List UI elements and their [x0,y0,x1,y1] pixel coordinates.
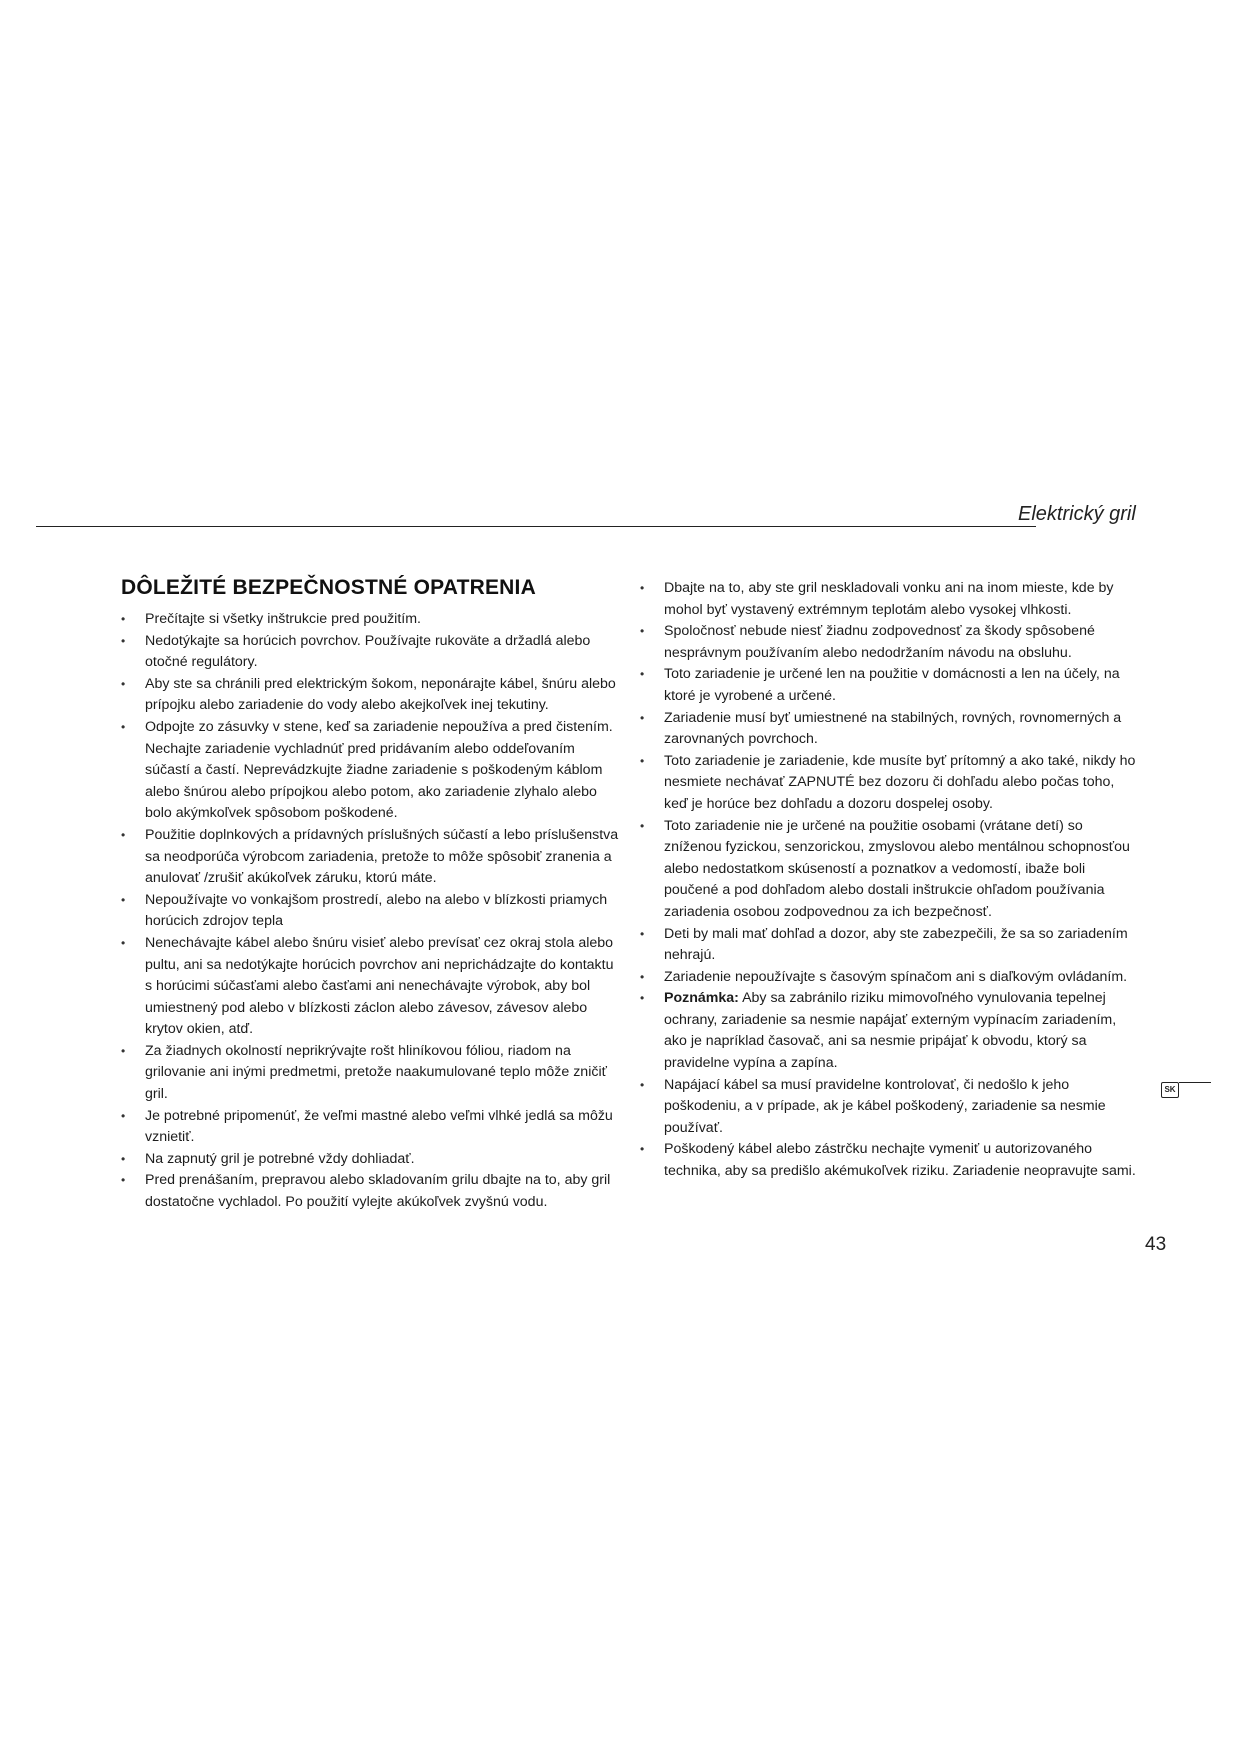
list-item: • Pred prenášaním, prepravou alebo skladovaním grilu dbajte na to, aby gril dostatočne vychladol. Po použití vylejte akúkoľvek zvyšnú vodu. [121,1170,621,1213]
list-item: • Odpojte zo zásuvky v stene, keď sa zariadenie nepoužíva a pred čistením. Nechajte zariadenie vychladnúť pred pridávaním alebo oddeľovaním súčastí a častí. Neprevádzkujte žiadne zariadenie s poškodeným káblom alebo šnúrou alebo prípojkou alebo potom, ako zariadenie zlyhalo alebo bolo akýmkoľvek spôsobom poškodené. [121,717,621,825]
note-label: Poznámka: [664,990,739,1007]
list-item: • Poškodený kábel alebo zástrčku nechajte vymeniť u autorizovaného technika, aby sa predišlo akémukoľvek riziku. Zariadenie neopravujte sami. [640,1139,1140,1182]
left-column-list [121,609,621,1214]
list-item: • Dbajte na to, aby ste gril neskladovali vonku ani na inom mieste, kde by mohol byť vystavený extrémnym teplotám alebo vysokej vlhkosti. [640,578,1140,621]
list-item: • Deti by mali mať dohľad a dozor, aby ste zabezpečili, že sa so zariadením nehrajú. [640,924,1140,967]
list-item: • Nenechávajte kábel alebo šnúru visieť alebo prevísať cez okraj stola alebo pultu, ani sa nedotýkajte horúcich povrchov ani neprichádzajte do kontaktu s horúcimi súčasťami alebo časťami ani nenechávajte výrobok, aby bol umiestnený pod alebo v blízkosti záclon alebo závesov, závesov alebo krytov okien, atď. [121,933,621,1041]
list-item: • Toto zariadenie nie je určené na použitie osobami (vrátane detí) so zníženou fyzickou, senzorickou, zmyslovou alebo mentálnou schopnosťou alebo nedostatkom skúseností a poznatkov a vedomostí, ibaže boli poučené a pod dohľadom alebo dostali inštrukcie ohľadom používania zariadenia osobou zodpovednou za ich bezpečnosť. [640,816,1140,924]
page-number: 43 [1145,1234,1167,1255]
list-item: • Nepoužívajte vo vonkajšom prostredí, alebo na alebo v blízkosti priamych horúcich zdrojov tepla [121,890,621,933]
list-item: • Toto zariadenie je určené len na použitie v domácnosti a len na účely, na ktoré je vyrobené a určené. [640,664,1140,707]
section-title: DÔLEŽITÉ BEZPEČNOSTNÉ OPATRENIA [121,576,536,599]
language-badge-rule [1179,1082,1211,1083]
list-item: • Spoločnosť nebude niesť žiadnu zodpovednosť za škody spôsobené nesprávnym používaním alebo nedodržaním návodu na obsluhu. [640,621,1140,664]
list-item: • Toto zariadenie je zariadenie, kde musíte byť prítomný a ako také, nikdy ho nesmiete nechávať ZAPNUTÉ bez dozoru či dohľadu alebo počas toho, keď je horúce bez dohľadu a dozoru dospelej osoby. [640,751,1140,816]
note-item [640,988,1140,1074]
header-title: Elektrický gril [1018,503,1136,525]
list-item: • Použitie doplnkových a prídavných príslušných súčastí a lebo príslušenstva sa neodporúča výrobcom zariadenia, pretože to môže spôsobiť zranenia a anulovať /zrušiť akúkoľvek záruku, ktorú máte. [121,825,621,890]
list-item: • Prečítajte si všetky inštrukcie pred použitím. [121,609,621,631]
list-item: • Nedotýkajte sa horúcich povrchov. Používajte rukoväte a držadlá alebo otočné regulátory. [121,631,621,674]
header-rule [36,526,1036,527]
list-item: • Je potrebné pripomenúť, že veľmi mastné alebo veľmi vlhké jedlá sa môžu vznietiť. [121,1106,621,1149]
language-badge: SK [1161,1082,1179,1098]
list-item: • Aby ste sa chránili pred elektrickým šokom, neponárajte kábel, šnúru alebo prípojku alebo zariadenie do vody alebo akejkoľvek inej tekutiny. [121,674,621,717]
right-column-list [640,578,1140,1183]
list-item: • Zariadenie musí byť umiestnené na stabilných, rovných, rovnomerných a zarovnaných povrchoch. [640,708,1140,751]
list-item: • Na zapnutý gril je potrebné vždy dohliadať. [121,1149,621,1171]
list-item: • Napájací kábel sa musí pravidelne kontrolovať, či nedošlo k jeho poškodeniu, a v prípade, ak je kábel poškodený, zariadenie sa nesmie používať. [640,1075,1140,1140]
list-item: • Za žiadnych okolností neprikrývajte rošt hliníkovou fóliou, riadom na grilovanie ani inými predmetmi, pretože naakumulované teplo môže zničiť gril. [121,1041,621,1106]
note-text: Aby sa zabránilo riziku mimovoľného vynulovania tepelnej ochrany, zariadenie sa nesmie napájať externým vypínacím zariadením, ako je napríklad časovač, ani sa nesmie pripájať k obvodu, ktorý sa pravidelne vypína a zapína. [664,990,1117,1072]
list-item: • Zariadenie nepoužívajte s časovým spínačom ani s diaľkovým ovládaním. [640,967,1140,989]
